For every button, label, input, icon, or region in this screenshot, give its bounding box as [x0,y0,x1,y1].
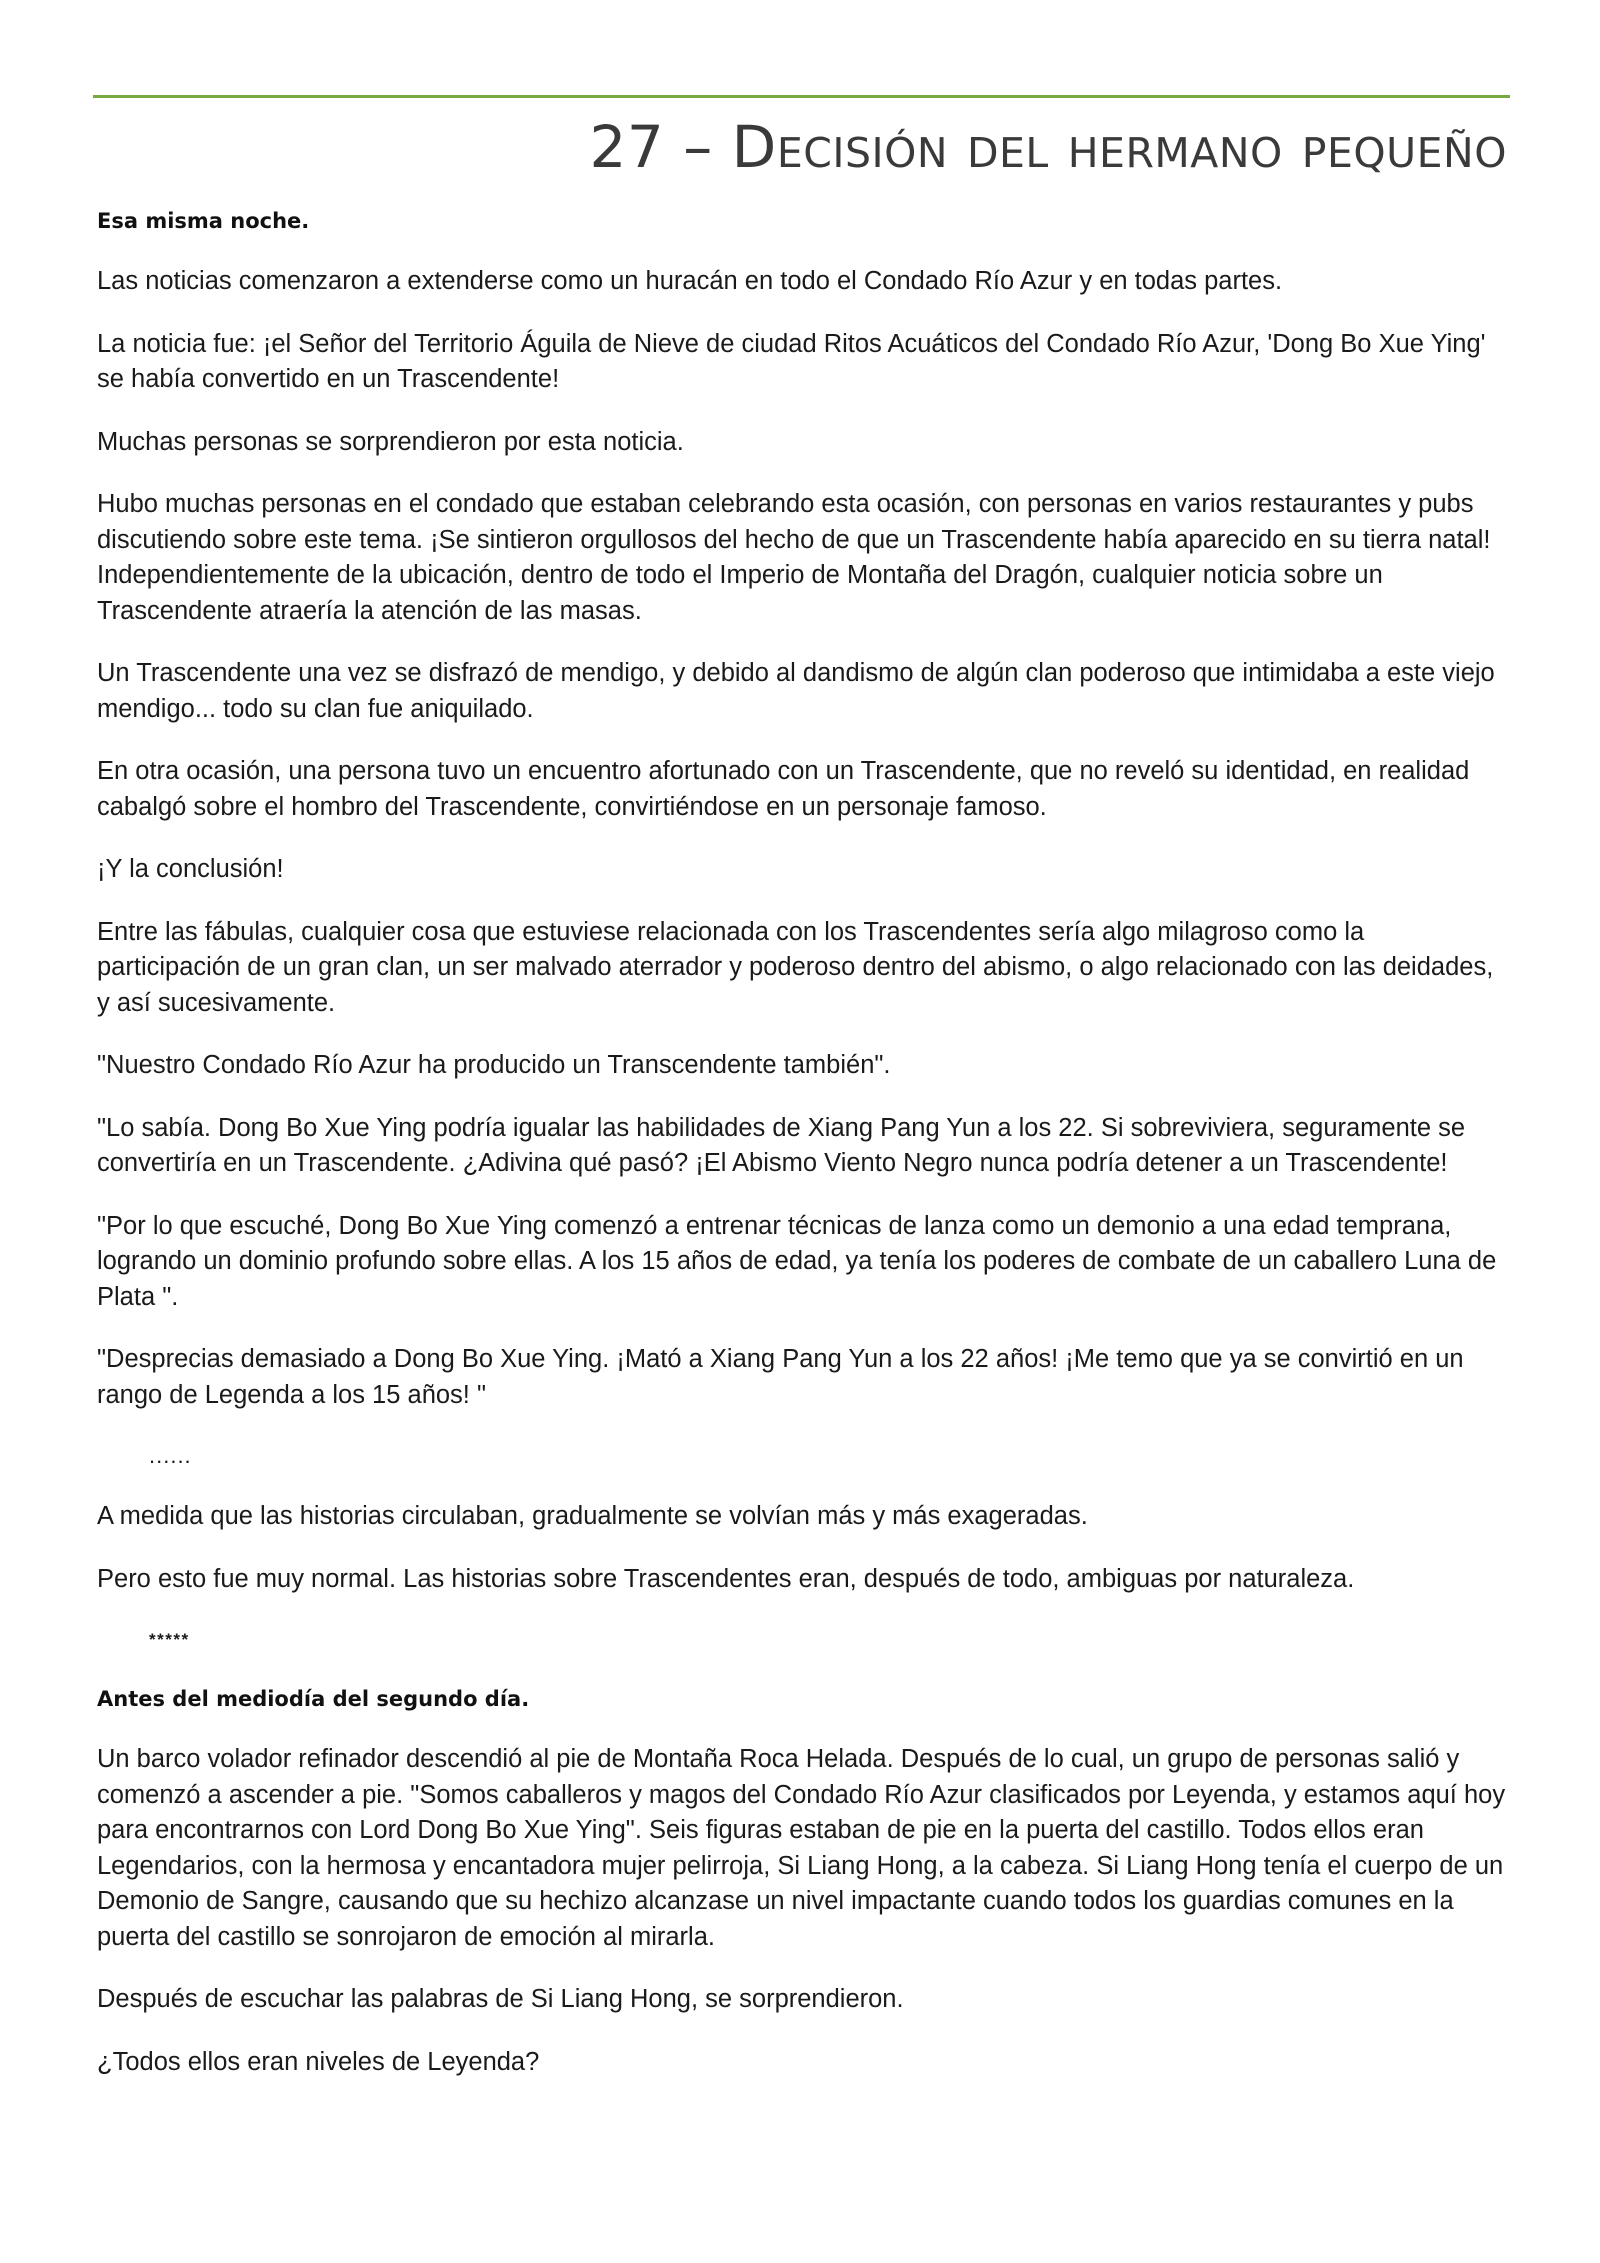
ellipsis-break: ...... [149,1443,192,1468]
dialogue-paragraph: "Desprecias demasiado a Dong Bo Xue Ying. ¡Mató a Xiang Pang Yun a los 22 años! ¡Me temo que ya se convirtió en un rango de Legenda a los 15 años! " [97,1345,1464,1409]
paragraph: La noticia fue: ¡el Señor del Territorio Águila de Nieve de ciudad Ritos Acuáticos del Condado Río Azur, 'Dong Bo Xue Ying' se había convertido en un Trascendente! [97,329,1486,393]
scene-break-stars: ***** [149,1630,190,1649]
chapter-title: 27 – Decisión del hermano pequeño [589,113,1507,181]
paragraph: Un Trascendente una vez se disfrazó de mendigo, y debido al dandismo de algún clan poderoso que intimidaba a este viejo mendigo... todo su clan fue aniquilado. [97,659,1495,723]
paragraph: En otra ocasión, una persona tuvo un encuentro afortunado con un Trascendente, que no reveló su identidad, en realidad cabalgó sobre el hombro del Trascendente, convirtiéndose en un personaje famoso. [97,757,1470,821]
paragraph: Un barco volador refinador descendió al pie de Montaña Roca Helada. Después de lo cual, un grupo de personas salió y comenzó a ascender a pie. "Somos caballeros y magos del Condado Río Azur clasificados por Leyenda, y estamos aquí hoy para encontrarnos con Lord Dong Bo Xue Ying". Seis figuras estaban de pie en la puerta del castillo. Todos ellos eran Legendarios, con la hermosa y encantadora mujer pelirroja, Si Liang Hong, a la cabeza. Si Liang Hong tenía el cuerpo de un Demonio de Sangre, causando que su hechizo alcanzase un nivel impactante cuando todos los guardias comunes en la puerta del castillo se sonrojaron de emoción al mirarla. [97,1745,1506,1951]
chapter-body [97,205,1507,2107]
header-rule [93,95,1510,98]
scene-heading: Antes del mediodía del segundo día. [97,1687,530,1711]
scene-heading: Esa misma noche. [97,209,310,233]
paragraph: Entre las fábulas, cualquier cosa que estuviese relacionada con los Trascendentes sería algo milagroso como la participación de un gran clan, un ser malvado aterrador y poderoso dentro del abismo, o algo relacionado con las deidades, y así sucesivamente. [97,917,1494,1017]
paragraph: Pero esto fue muy normal. Las historias sobre Trascendentes eran, después de todo, ambiguas por naturaleza. [97,1564,1355,1593]
paragraph: Después de escuchar las palabras de Si Liang Hong, se sorprendieron. [97,1985,904,2013]
dialogue-paragraph: "Por lo que escuché, Dong Bo Xue Ying comenzó a entrenar técnicas de lanza como un demonio a una edad temprana, logrando un dominio profundo sobre ellas. A los 15 años de edad, ya tenía los poderes de combate de un caballero Luna de Plata ". [97,1211,1497,1311]
paragraph: Las noticias comenzaron a extenderse como un huracán en todo el Condado Río Azur y en todas partes. [97,267,1283,295]
paragraph: ¡Y la conclusión! [97,855,284,883]
paragraph: A medida que las historias circulaban, gradualmente se volvían más y más exageradas. [97,1502,1088,1530]
paragraph: Muchas personas se sorprendieron por esta noticia. [97,427,684,456]
paragraph: Hubo muchas personas en el condado que estaban celebrando esta ocasión, con personas en varios restaurantes y pubs discutiendo sobre este tema. ¡Se sintieron orgullosos del hecho de que un Trascendente había aparecido en su tierra natal! Independientemente de la ubicación, dentro de todo el Imperio de Montaña del Dragón, cualquier noticia sobre un Trascendente atraería la atención de las masas. [97,490,1491,625]
dialogue-paragraph: "Nuestro Condado Río Azur ha producido un Transcendente también". [97,1051,891,1079]
paragraph: ¿Todos ellos eran niveles de Leyenda? [97,2047,540,2076]
dialogue-paragraph: "Lo sabía. Dong Bo Xue Ying podría igualar las habilidades de Xiang Pang Yun a los 22. Si sobreviviera, seguramente se convertiría en un Trascendente. ¿Adivina qué pasó? ¡El Abismo Viento Negro nunca podría detener a un Trascendente! [97,1113,1466,1177]
